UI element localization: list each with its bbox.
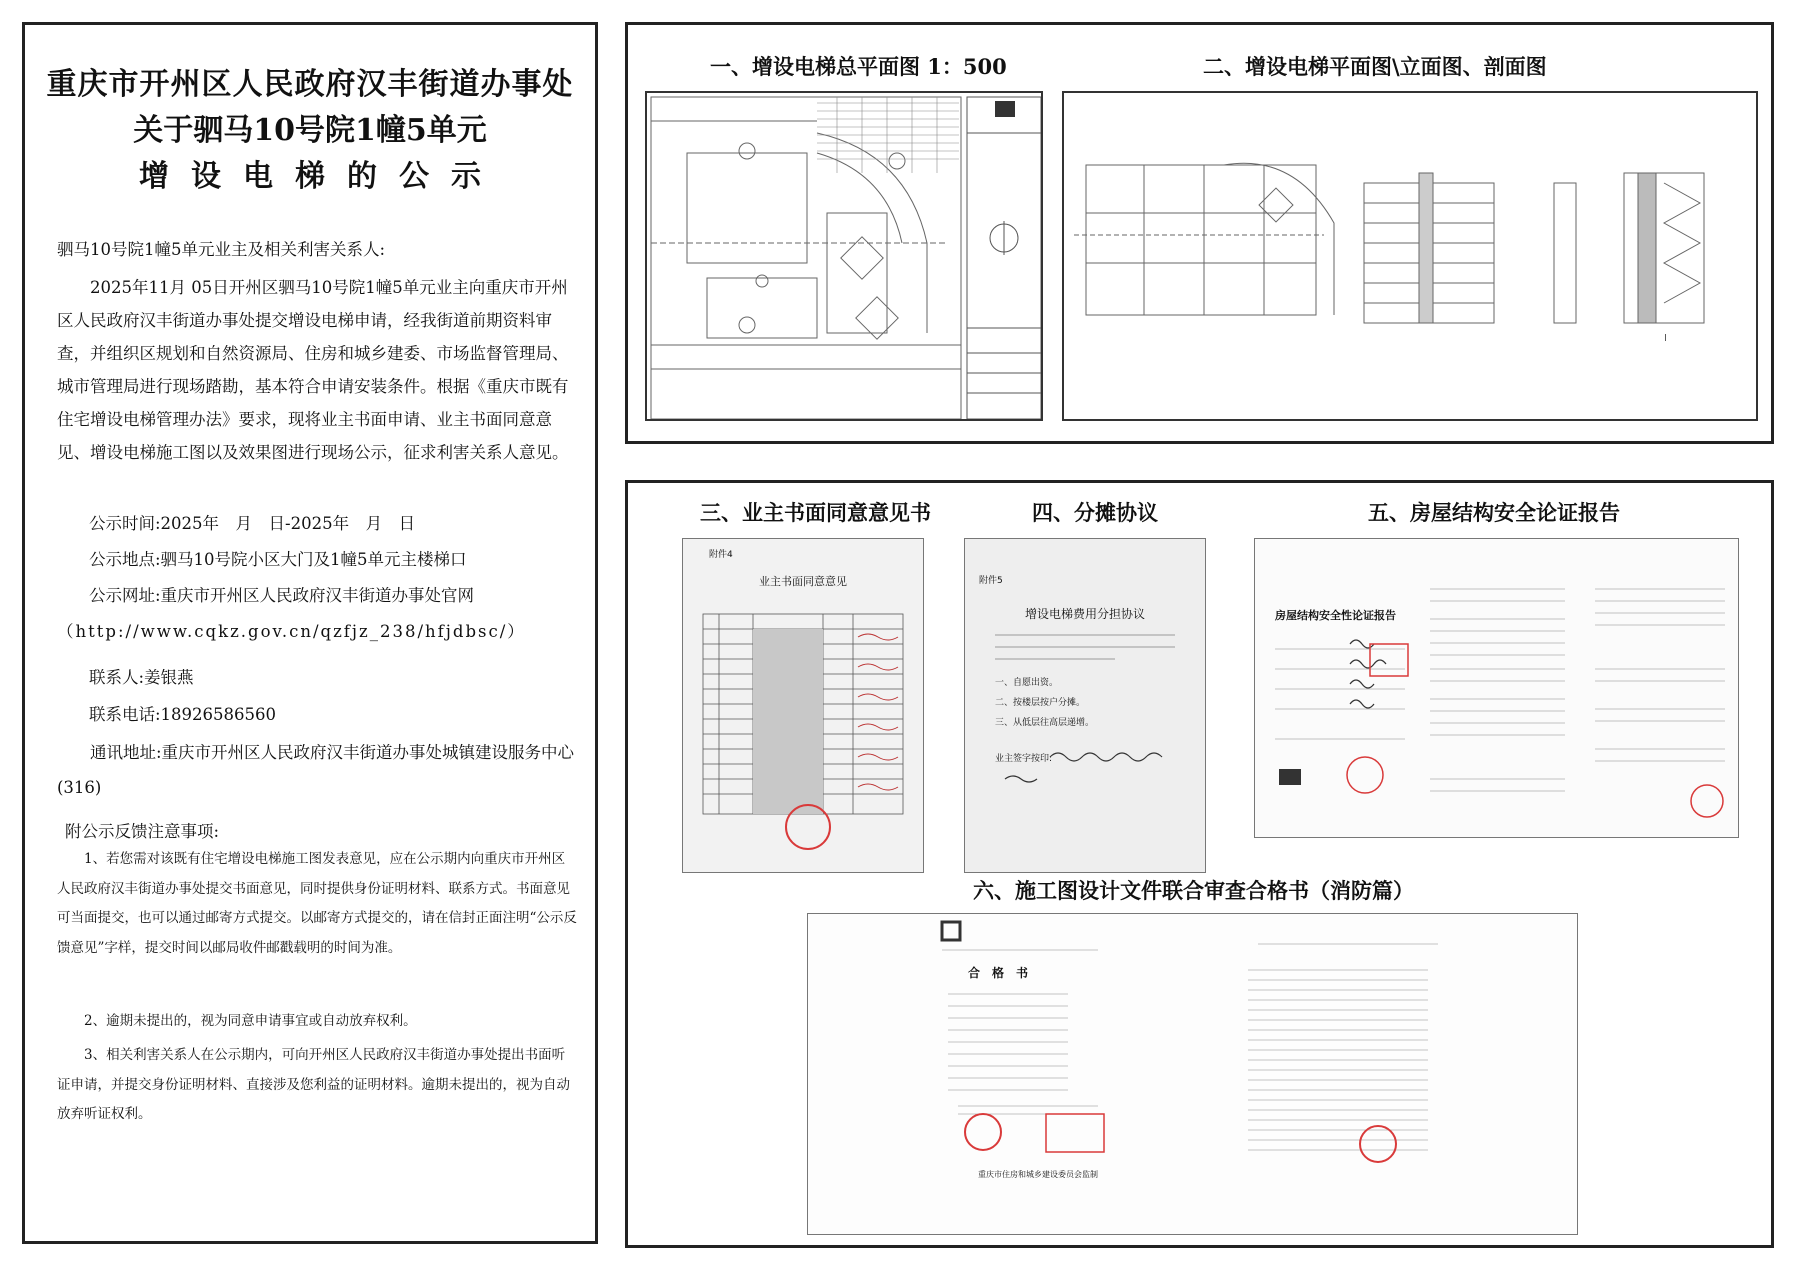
agreement-item-1: 一、自愿出资。 xyxy=(995,678,1059,688)
contact-phone: 联系电话:18926586560 xyxy=(89,705,277,724)
fire-review-certificate xyxy=(807,913,1578,1235)
consent-header: 附件4 xyxy=(709,550,733,560)
notice-panel xyxy=(22,22,598,1244)
contact-person: 联系人:姜银燕 xyxy=(89,668,194,687)
notice-title-line2: 关于驷马10号院1幢5单元 xyxy=(133,113,487,148)
section-5-title: 五、房屋结构安全论证报告 xyxy=(1368,500,1620,525)
section-1-title: 一、增设电梯总平面图 1：500 xyxy=(710,54,1007,79)
feedback-item-2: 2、逾期未提出的，视为同意申请事宜或自动放弃权利。 xyxy=(84,1013,417,1029)
salutation: 驷马10号院1幢5单元业主及相关利害关系人: xyxy=(57,240,386,259)
body-paragraph: 2025年11月 05日开州区驷马10号院1幢5单元业主向重庆市开州区人民政府汉丰街道办事处提交增设电梯申请，经我街道前期资料审查，并组织区规划和自然资源局、住房和城乡建委、市场监督管理局、城市管理局进行现场踏勘，基本符合申请安装条件。根据《重庆市既有住宅增设电梯管理办法》要求，现将业主书面申请、业主书面同意意见、增设电梯施工图以及效果图进行现场公示，征求利害关系人意见。 xyxy=(57,278,569,462)
certificate-org: 重庆市住房和城乡建设委员会监制 xyxy=(978,1170,1098,1179)
svg-text:I: I xyxy=(1664,333,1667,344)
notice-title-line3: 增设电梯的公示 xyxy=(139,159,503,194)
report-title: 房屋结构安全性论证报告 xyxy=(1275,609,1396,622)
agreement-title: 增设电梯费用分担协议 xyxy=(1024,607,1145,621)
feedback-item-3: 3、相关利害关系人在公示期内，可向开州区人民政府汉丰街道办事处提出书面听证申请，并提交身份证明材料、直接涉及您利益的证明材料。逾期未提出的，视为自动放弃听证权利。 xyxy=(57,1047,570,1122)
cost-sharing-agreement-photo xyxy=(964,538,1206,873)
agreement-item-3: 三、从低层往高层递增。 xyxy=(995,718,1095,728)
mailing-address: 通讯地址:重庆市开州区人民政府汉丰街道办事处城镇建设服务中心(316) xyxy=(57,743,575,797)
structural-safety-report xyxy=(1254,538,1739,838)
notice-title-line1: 重庆市开州区人民政府汉丰街道办事处 xyxy=(46,67,574,102)
feedback-title: 附公示反馈注意事项: xyxy=(65,822,220,841)
section-4-title: 四、分摊协议 xyxy=(1032,500,1158,525)
section-3-title: 三、业主书面同意意见书 xyxy=(700,500,931,525)
website-url: （http://www.cqkz.gov.cn/qzfjz_238/hfjdbsc/） xyxy=(57,622,526,641)
agreement-header: 附件5 xyxy=(979,576,1003,586)
section-6-title: 六、施工图设计文件联合审查合格书（消防篇） xyxy=(973,878,1414,903)
publicity-time: 公示时间:2025年 月 日-2025年 月 日 xyxy=(89,514,416,533)
owner-consent-photo xyxy=(682,538,924,873)
section-2-title: 二、增设电梯平面图\立面图、剖面图 xyxy=(1203,54,1547,79)
feedback-item-1: 1、若您需对该既有住宅增设电梯施工图发表意见，应在公示期内向重庆市开州区人民政府汉丰街道办事处提交书面意见，同时提供身份证明材料、联系方式。书面意见可当面提交，也可以通过邮寄方式提交。以邮寄方式提交的，请在信封正面注明“公示反馈意见”字样，提交时间以邮局收件邮戳载明的时间为准。 xyxy=(57,851,577,956)
certificate-title: 合 格 书 xyxy=(968,966,1029,980)
floor-plan-elevation-drawing xyxy=(1062,91,1758,421)
documents-panel xyxy=(625,480,1774,1248)
publicity-place: 公示地点:驷马10号院小区大门及1幢5单元主楼梯口 xyxy=(89,550,467,569)
site-plan-drawing xyxy=(645,91,1043,421)
drawings-panel xyxy=(625,22,1774,444)
publicity-website: 公示网址:重庆市开州区人民政府汉丰街道办事处官网 xyxy=(89,586,475,605)
agreement-item-2: 二、按楼层按户分摊。 xyxy=(995,698,1086,708)
consent-title: 业主书面同意意见 xyxy=(759,575,847,588)
agreement-sign-label: 业主签字按印: xyxy=(995,754,1053,764)
